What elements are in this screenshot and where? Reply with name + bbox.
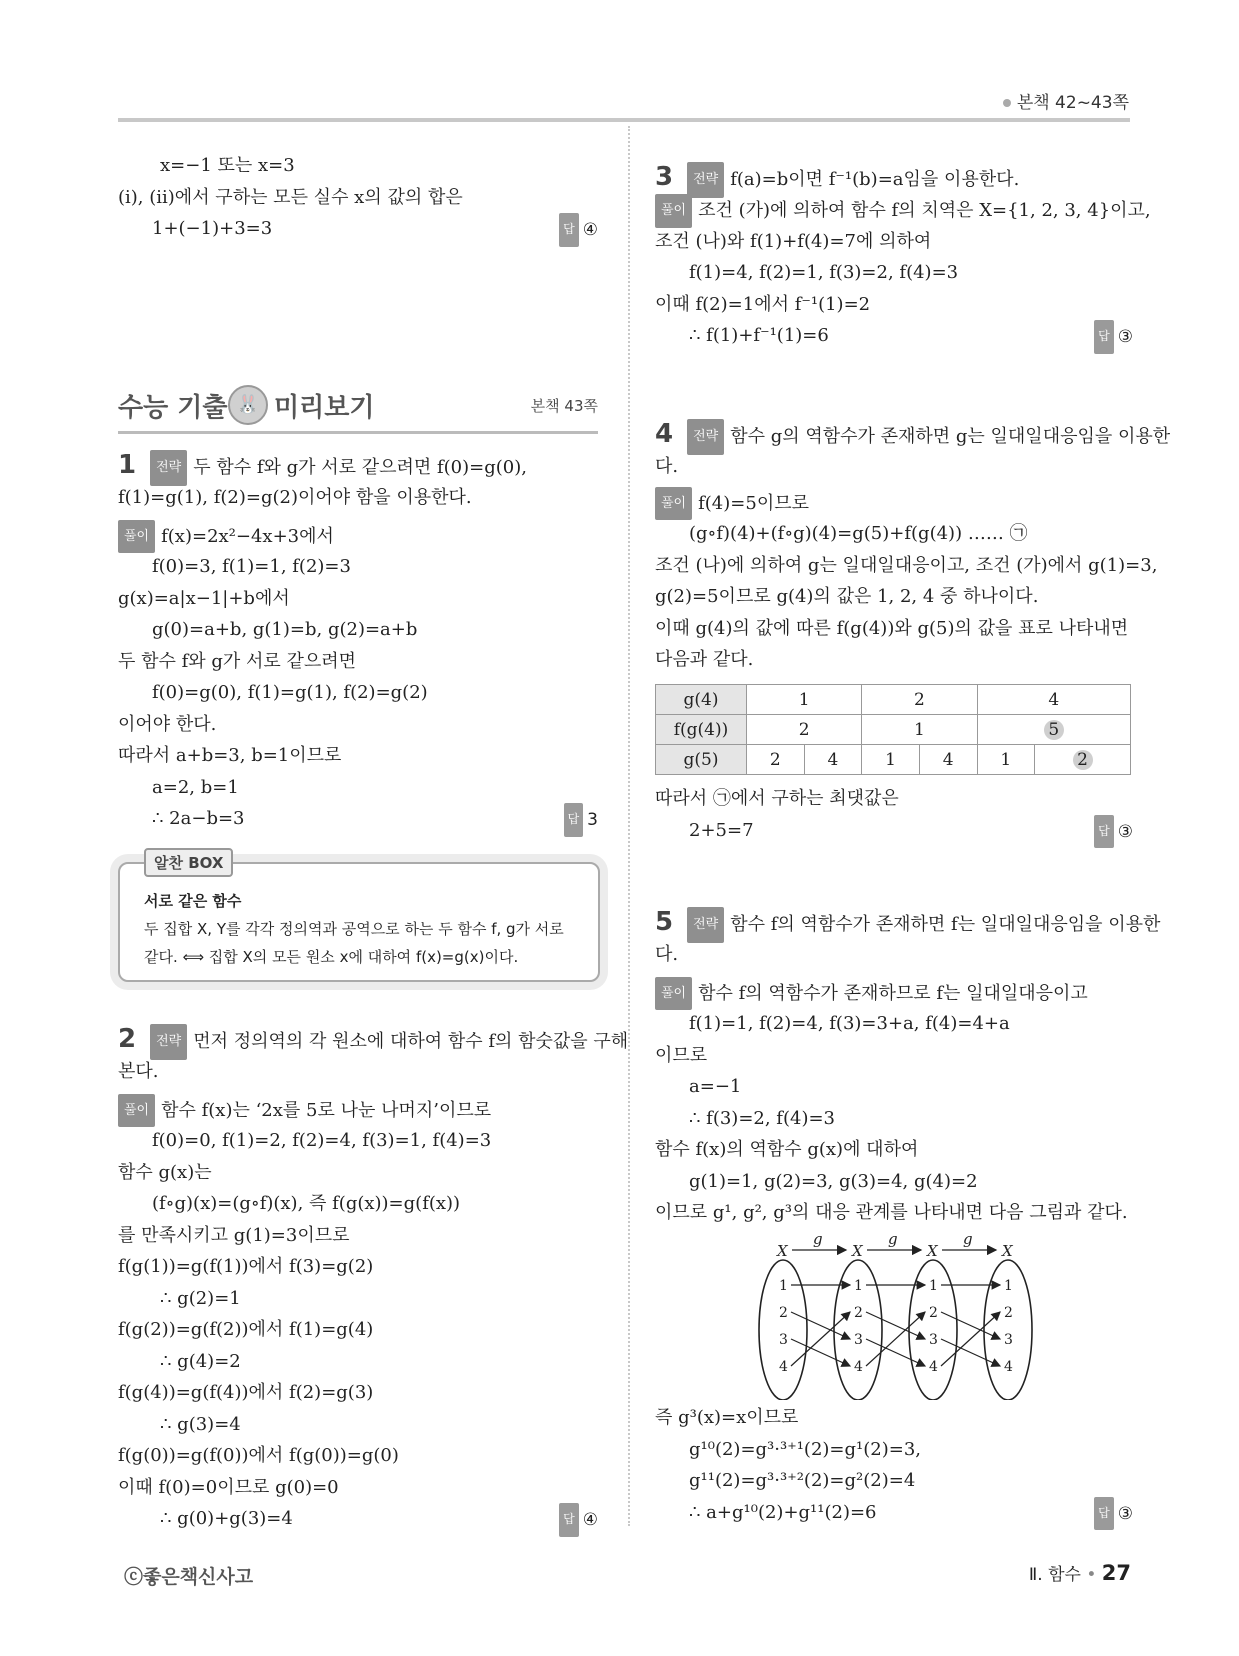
answer-mark: 답 ③: [1094, 320, 1133, 354]
answer-mark: 답 3: [564, 803, 598, 837]
column-divider: [628, 126, 630, 1526]
set-element: 1: [779, 1278, 788, 1294]
mapping-arrow: [866, 1339, 925, 1366]
mapping-arrow: [941, 1339, 1000, 1366]
page-footer: Ⅱ. 함수 • 27: [1028, 1561, 1131, 1585]
set-element: 3: [779, 1332, 788, 1348]
set-element: 1: [1004, 1278, 1013, 1294]
set-element: 2: [854, 1305, 863, 1321]
problem-5-conclusion: 즉 g³(x)=x이므로 g¹⁰(2)=g³·³⁺¹(2)=g¹(2)=3, g¹¹(2)=g³·³⁺²(2)=g²(2)=4 ∴ a+g¹⁰(2)+g¹¹(2)=6 답 ③: [655, 1402, 1133, 1528]
problem-4: 4 전략 함수 g의 역함수가 존재하면 g는 일대일대응임을 이용한 다. 풀이 f(4)=5이므로 (g∘f)(4)+(f∘g)(4)=g(5)+f(g(4)) …… ㉠ 조건 (나)에 의하여 g는 일대일대응이고, 조건 (가)에서 g(1)=3, g(2)=5이므로 g(4)의 값은 1, 2, 4 중 하나이다. 이때 g(4)의 값에 따른 f(g(4))와 g(5)의 값을 표로 나타내면 다음과 같다.: [655, 419, 1171, 670]
set-label-x: X: [852, 1242, 863, 1260]
bullet-icon: [1003, 99, 1011, 107]
set-label-x: X: [927, 1242, 938, 1260]
set-element: 4: [929, 1359, 938, 1375]
page-reference: 본책 42~43쪽: [1003, 88, 1129, 113]
left-top-block: x=−1 또는 x=3 (i), (ii)에서 구하는 모든 실수 x의 값의 합은 1+(−1)+3=3 답 ④: [118, 150, 598, 245]
problem-1: 1 전략 두 함수 f와 g가 서로 같으려면 f(0)=g(0), f(1)=g(1), f(2)=g(2)이어야 함을 이용한다. 풀이 f(x)=2x²−4x+3에서 f(0)=3, f(1)=1, f(2)=3 g(x)=a|x−1|+b에서 g(0)=a+b, g(1)=b, g(2)=a+b 두 함수 f와 g가 서로 같으려면 f(0)=g(0), f(1)=g(1), f(2)=g(2) 이어야 한다. 따라서 a+b=3, b=1이므로 a=2, b=1 ∴ 2a−b=3 답 3: [118, 448, 598, 835]
mapping-arrow: [941, 1312, 1000, 1366]
values-table: g(4) 1 2 4 f(g(4)) 2 1 5 g(5) 2 4 1 4 1 2: [655, 684, 1131, 775]
set-element: 2: [929, 1305, 938, 1321]
rabbit-hat-icon: 🐰: [228, 385, 268, 425]
highlight-circle: 5: [1044, 720, 1064, 740]
mapping-arrow: [866, 1312, 925, 1366]
mapping-diagram: [750, 1230, 1040, 1400]
mapping-arrow: [791, 1312, 850, 1339]
answer-mark: 답 ③: [1094, 815, 1133, 849]
set-element: 4: [779, 1359, 788, 1375]
set-element: 3: [854, 1332, 863, 1348]
set-element: 2: [779, 1305, 788, 1321]
publisher-logo: ⓒ좋은책신사고: [124, 1566, 254, 1588]
set-element: 3: [929, 1332, 938, 1348]
set-element: 4: [854, 1359, 863, 1375]
set-label-x: X: [1002, 1242, 1013, 1260]
set-element: 1: [929, 1278, 938, 1294]
map-label-g: g: [813, 1230, 823, 1248]
mapping-arrow: [791, 1312, 850, 1366]
section-header: 수능 기출 🐰 미리보기 본책 43쪽: [118, 385, 598, 434]
mapping-arrow: [941, 1312, 1000, 1339]
top-rule: [118, 118, 1130, 122]
map-label-g: g: [888, 1230, 898, 1248]
answer-mark: 답 ④: [559, 1503, 598, 1537]
set-element: 2: [1004, 1305, 1013, 1321]
mapping-arrow: [866, 1312, 925, 1339]
answer-mark: 답 ④: [559, 213, 598, 247]
info-box: 알찬 BOX 서로 같은 함수 두 집합 X, Y를 각각 정의역과 공역으로 하는 두 함수 f, g가 서로 같다. ⟺ 집합 X의 모든 원소 x에 대하여 f(x)=g(x)이다.: [118, 862, 600, 982]
highlight-circle: 2: [1073, 750, 1093, 770]
mapping-arrow: [791, 1339, 850, 1366]
problem-5: 5 전략 함수 f의 역함수가 존재하면 f는 일대일대응임을 이용한 다. 풀이 함수 f의 역함수가 존재하므로 f는 일대일대응이고 f(1)=1, f(2)=4, f(3)=3+a, f(4)=4+a 이므로 a=−1 ∴ f(3)=2, f(4)=3 함수 f(x)의 역함수 g(x)에 대하여 g(1)=1, g(2)=3, g(3)=4, g(4)=2 이므로 g¹, g², g³의 대응 관계를 나타내면 다음 그림과 같다.: [655, 907, 1161, 1223]
problem-3: 3 전략 f(a)=b이면 f⁻¹(b)=a임을 이용한다. 풀이 조건 (가)에 의하여 함수 f의 치역은 X={1, 2, 3, 4}이고, 조건 (나)와 f(1)+f(4)=7에 의하여 f(1)=4, f(2)=1, f(3)=2, f(4)=3 이때 f(2)=1에서 f⁻¹(1)=2 ∴ f(1)+f⁻¹(1)=6 답 ③: [655, 160, 1133, 352]
problem-4-conclusion: 따라서 ㉠에서 구하는 최댓값은 2+5=7 답 ③: [655, 783, 1133, 846]
answer-mark: 답 ③: [1094, 1497, 1133, 1531]
set-label-x: X: [777, 1242, 788, 1260]
set-element: 4: [1004, 1359, 1013, 1375]
map-label-g: g: [963, 1230, 973, 1248]
set-element: 1: [854, 1278, 863, 1294]
problem-2: 2 전략 먼저 정의역의 각 원소에 대하여 함수 f의 함숫값을 구해 본다. 풀이 함수 f(x)는 ‘2x를 5로 나눈 나머지’이므로 f(0)=0, f(1)=2, f(2)=4, f(3)=1, f(4)=3 함수 g(x)는 (f∘g)(x)=(g∘f)(x), 즉 f(g(x))=g(f(x)) 를 만족시키고 g(1)=3이므로 f(g(1))=g(f(1))에서 f(3)=g(2) ∴ g(2)=1 f(g(2))=g(f(2))에서 f(1)=g(4) ∴ g(4)=2 f(g(4))=g(f(4))에서 f(2)=g(3) ∴ g(3)=4 f(g(0))=g(f(0))에서 f(g(0))=g(0) 이때 f(0)=0이므로 g(0)=0 ∴ g(0)+g(3)=4 답 ④: [118, 1022, 598, 1535]
set-element: 3: [1004, 1332, 1013, 1348]
